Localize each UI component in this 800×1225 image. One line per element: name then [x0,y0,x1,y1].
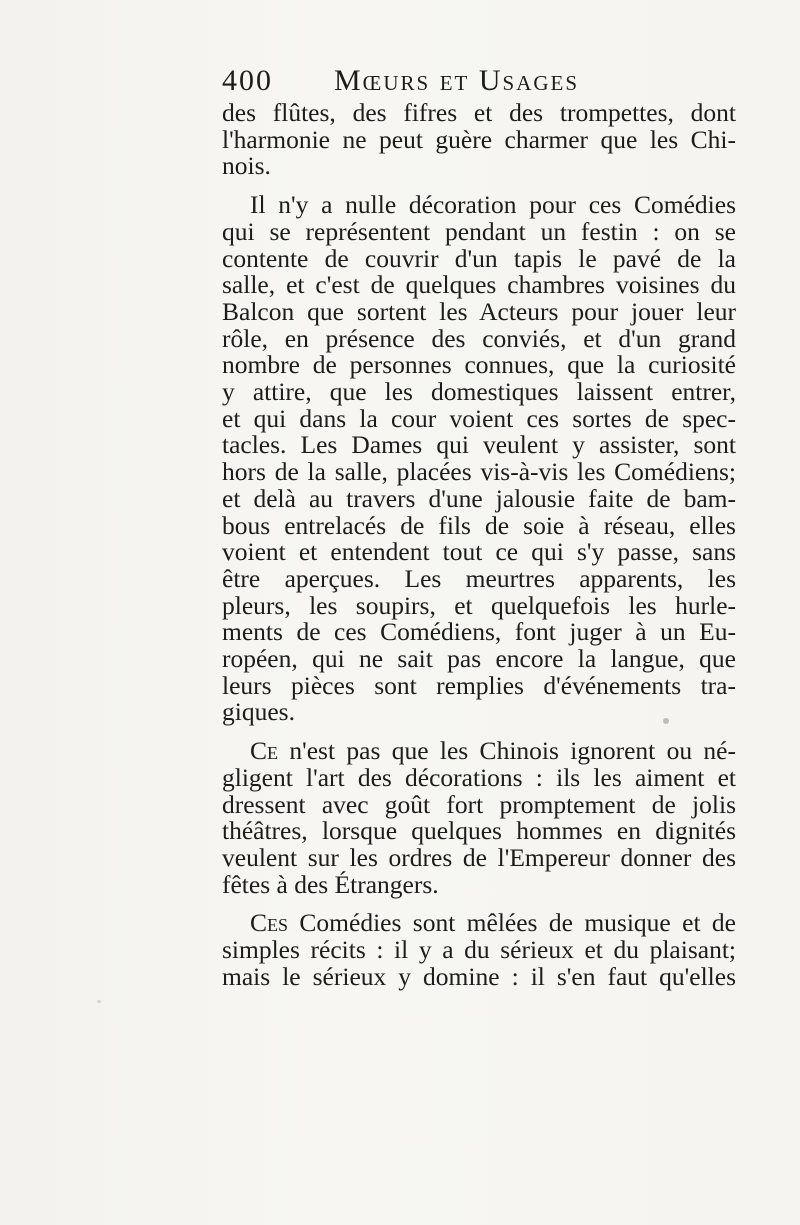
text-line: rôle, en présence des conviés, et d'un grand [222,323,736,353]
text-line: leurs pièces sont remplies d'événements tra- [222,670,736,700]
body-text [222,100,736,991]
text-line [222,738,736,765]
text-line: fêtes à des Étrangers. [222,869,439,899]
text-line: nombre de personnes connues, que la curiosité [222,350,736,380]
text-line: contente de couvrir d'un tapis le pavé de la [222,243,736,273]
small-caps-opening: Ce [250,736,279,766]
text-line: mais le sérieux y domine : il s'en faut qu'elles [222,961,736,991]
text-line: dressent avec goût fort promptement de jolis [222,789,736,819]
text-line: et qui dans la cour voient ces sortes de spec- [222,403,736,433]
running-head [222,64,740,98]
text-fragment: n'est pas que les Chinois ignorent ou né- [278,736,736,766]
text-line: Il n'y a nulle décoration pour ces Comédies [250,190,736,220]
text-line: et delà au travers d'une jalousie faite de bam- [222,483,736,513]
text-line: Balcon que sortent les Acteurs pour jouer leur [222,296,736,326]
text-line: salle, et c'est de quelques chambres voisines du [222,270,736,300]
text-line: giques. [222,697,295,727]
text-line: gligent l'art des décorations : ils les aiment et [222,762,736,792]
paragraph-1 [222,100,736,180]
paragraph-2 [222,192,736,726]
text-fragment: Comédies sont mêlées de musique et de [288,908,736,938]
text-line: simples récits : il y a du sérieux et du plaisant; [222,935,736,965]
ink-speck [663,718,669,724]
page-number: 400 [222,64,273,97]
text-line: hors de la salle, placées vis-à-vis les Comédiens; [222,457,736,487]
text-line: tacles. Les Dames qui veulent y assister, sont [222,430,736,460]
text-line: ropéen, qui ne sait pas encore la langue, que [222,644,736,674]
text-line: y attire, que les domestiques laissent entrer, [222,377,736,407]
small-caps-opening: Ces [250,908,289,938]
text-line: veulent sur les ordres de l'Empereur donner des [222,842,736,872]
text-line: pleurs, les soupirs, et quelquefois les hurle- [222,590,736,620]
text-line: qui se représentent pendant un festin : on se [222,216,736,246]
text-line: l'harmonie ne peut guère charmer que les Chi- [222,124,736,154]
text-line: nois. [222,151,271,181]
text-line: ments de ces Comédiens, font juger à un Eu- [222,617,736,647]
text-line: voient et entendent tout ce qui s'y passe, sans [222,537,736,567]
ink-speck [97,1000,101,1003]
text-line: bous entrelacés de fils de soie à réseau, elles [222,510,736,540]
paragraph-3 [222,738,736,898]
text-line [222,910,736,937]
paragraph-4 [222,910,736,990]
running-title: Mœurs et Usages [334,64,580,97]
text-line: théâtres, lorsque quelques hommes en dignités [222,816,736,846]
text-line: être aperçues. Les meurtres apparents, les [222,563,736,593]
text-line: des flûtes, des fifres et des trompettes, dont [222,98,736,127]
